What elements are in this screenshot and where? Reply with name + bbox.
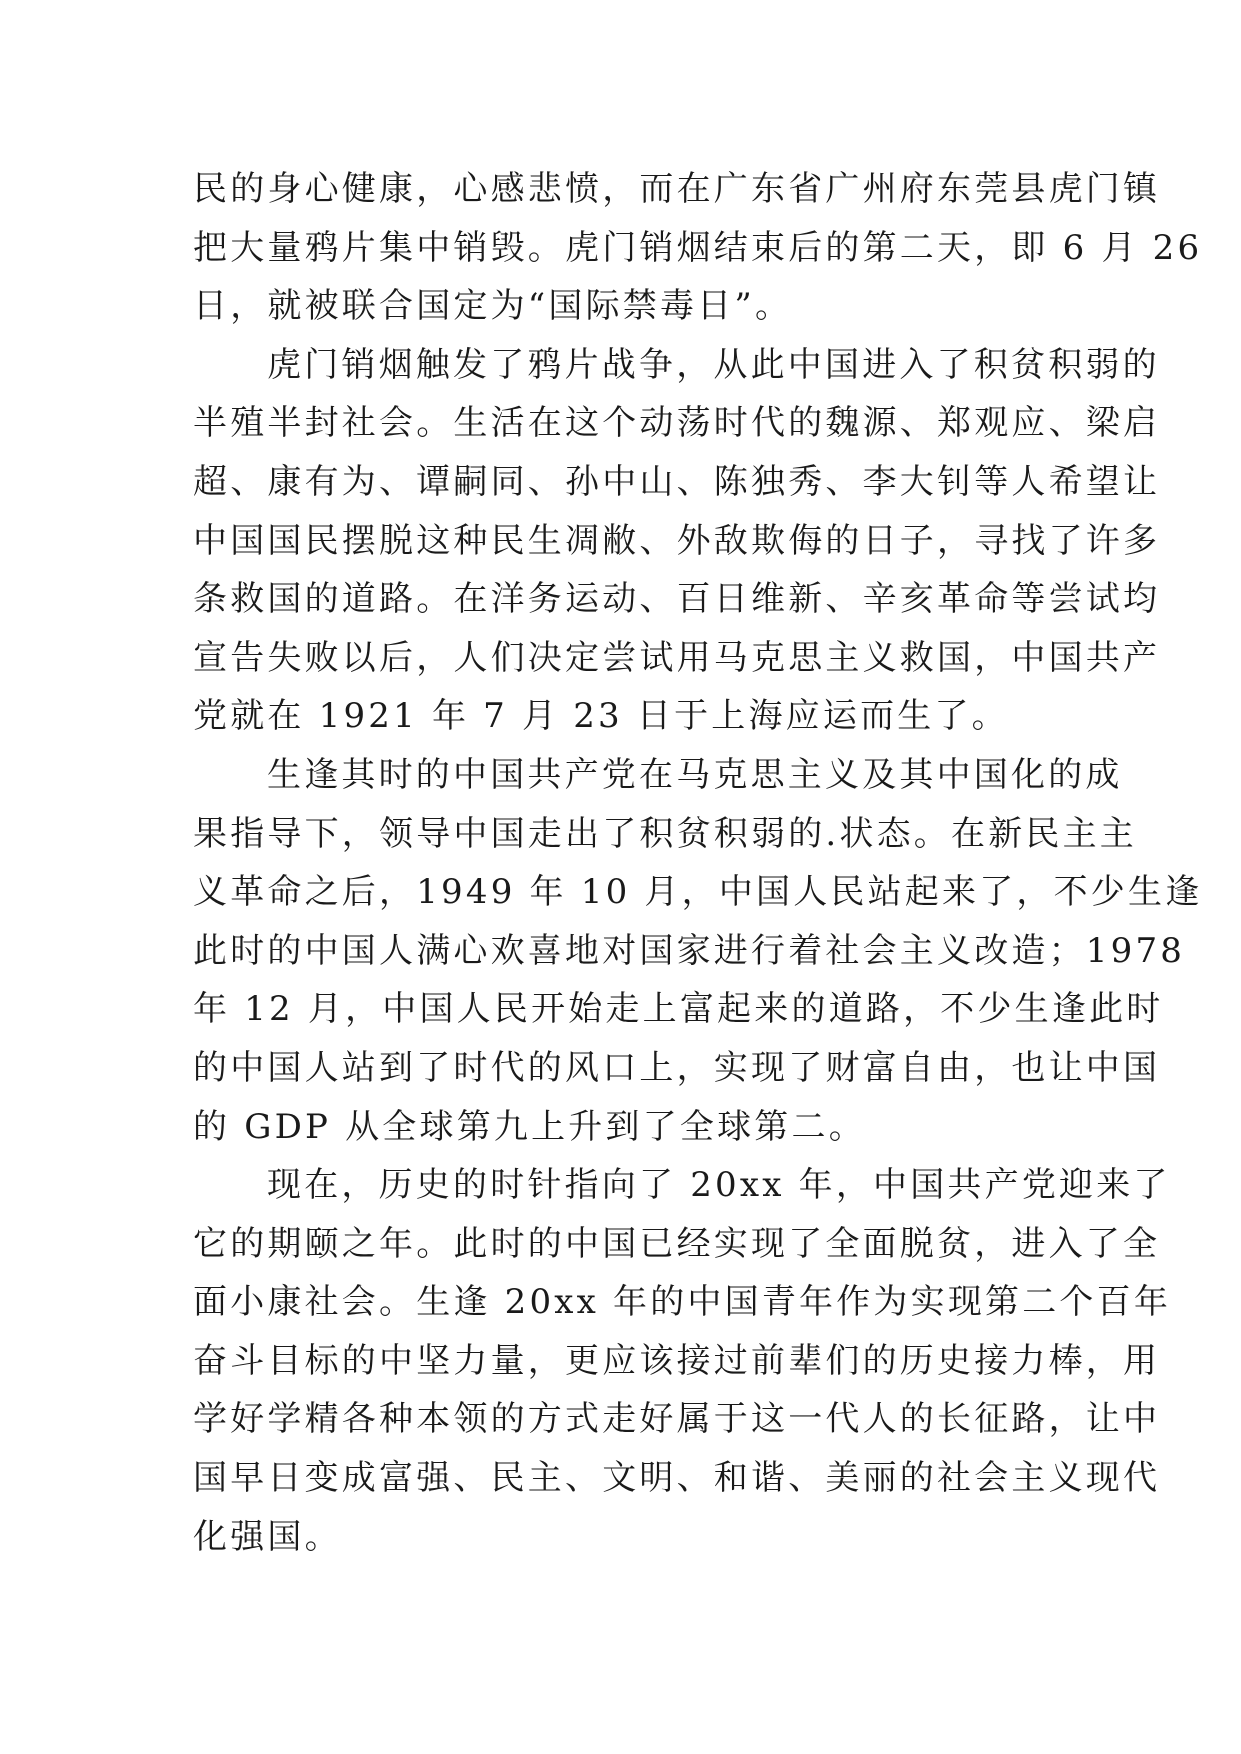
- text-line: 义革命之后，1949 年 10 月，中国人民站起来了，不少生逢: [193, 872, 1203, 913]
- text-line: 果指导下，领导中国走出了积贫积弱的.状态。在新民主主: [193, 813, 1138, 854]
- text-line: 半殖半封社会。生活在这个动荡时代的魏源、郑观应、梁启: [193, 403, 1161, 444]
- text-line: 的 GDP 从全球第九上升到了全球第二。: [193, 1106, 866, 1147]
- document-body: [193, 160, 1203, 1566]
- text-line: 中国国民摆脱这种民生凋敝、外敌欺侮的日子，寻找了许多: [193, 520, 1161, 561]
- text-line: 的中国人站到了时代的风口上，实现了财富自由，也让中国: [193, 1047, 1161, 1088]
- text-line: 化强国。: [193, 1516, 342, 1557]
- text-line: 此时的中国人满心欢喜地对国家进行着社会主义改造；1978: [193, 930, 1186, 971]
- paragraph-2: [193, 336, 1161, 746]
- text-line: 党就在 1921 年 7 月 23 日于上海应运而生了。: [193, 696, 1009, 737]
- text-line: 日，就被联合国定为“国际禁毒日”。: [193, 286, 793, 327]
- text-line: 超、康有为、谭嗣同、孙中山、陈独秀、李大钊等人希望让: [193, 461, 1161, 502]
- text-line: 宣告失败以后，人们决定尝试用马克思主义救国，中国共产: [193, 637, 1161, 678]
- text-line: 民的身心健康，心感悲愤，而在广东省广州府东莞县虎门镇: [193, 169, 1161, 209]
- text-line: 生逢其时的中国共产党在马克思主义及其中国化的成: [267, 754, 1123, 795]
- text-line: 年 12 月，中国人民开始走上富起来的道路，不少生逢此时: [193, 989, 1164, 1030]
- text-line: 虎门销烟触发了鸦片战争，从此中国进入了积贫积弱的: [267, 344, 1160, 385]
- text-line: 奋斗目标的中坚力量，更应该接过前辈们的历史接力棒，用: [193, 1340, 1161, 1381]
- paragraph-3: [193, 746, 1203, 1156]
- text-line: 条救国的道路。在洋务运动、百日维新、辛亥革命等尝试均: [193, 579, 1161, 620]
- text-line: 把大量鸦片集中销毁。虎门销烟结束后的第二天，即 6 月 26: [193, 227, 1203, 268]
- text-line: 学好学精各种本领的方式走好属于这一代人的长征路，让中: [193, 1399, 1161, 1440]
- text-line: 面小康社会。生逢 20xx 年的中国青年作为实现第二个百年: [193, 1282, 1172, 1323]
- text-line: 它的期颐之年。此时的中国已经实现了全面脱贫，进入了全: [193, 1223, 1161, 1264]
- paragraph-1: [193, 160, 1203, 336]
- text-line: 现在，历史的时针指向了 20xx 年，中国共产党迎来了: [267, 1165, 1171, 1206]
- paragraph-4: [193, 1156, 1172, 1566]
- text-line: 国早日变成富强、民主、文明、和谐、美丽的社会主义现代: [193, 1458, 1161, 1499]
